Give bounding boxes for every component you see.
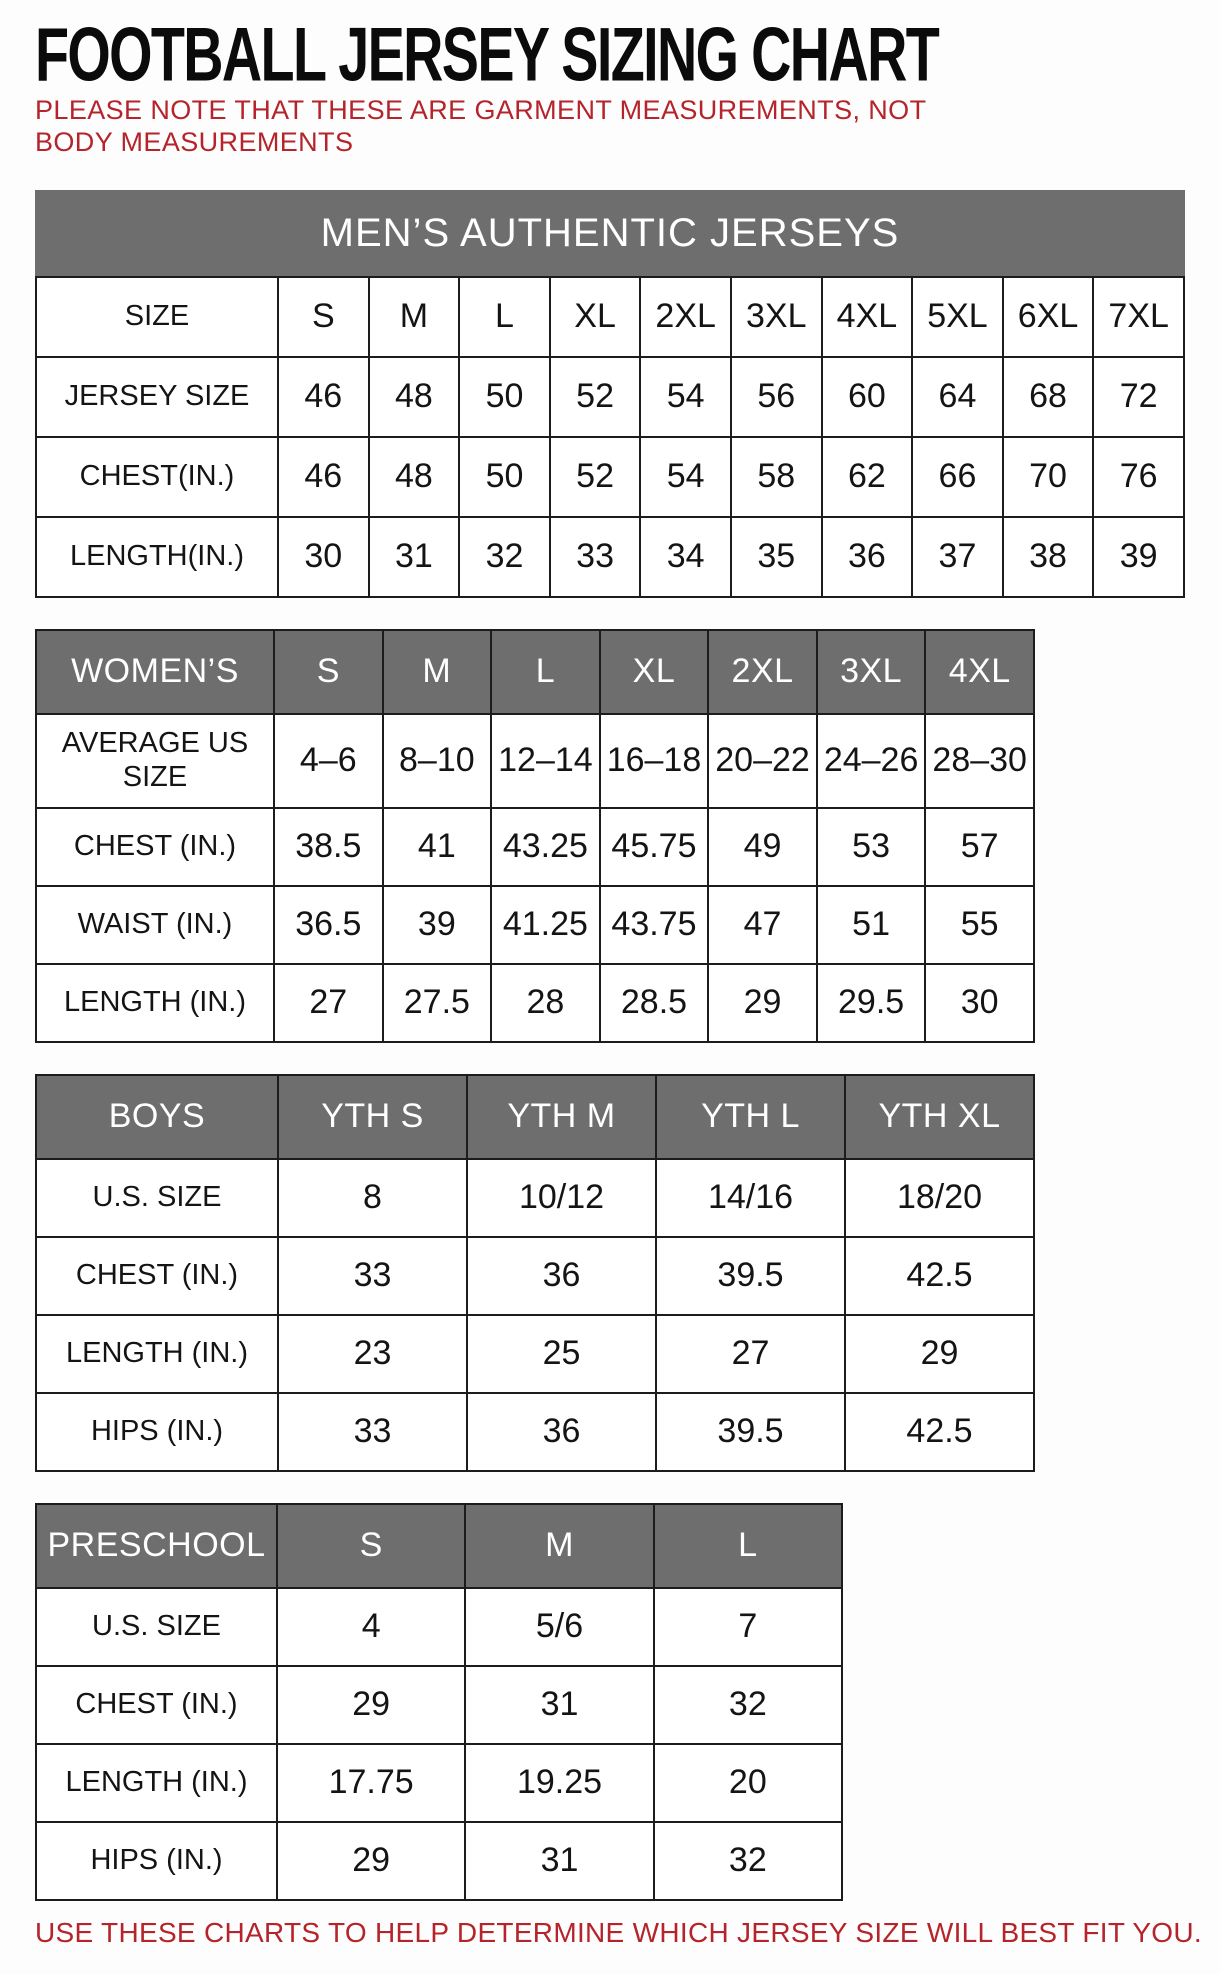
value-cell: 31 bbox=[465, 1666, 653, 1744]
value-cell: 29 bbox=[277, 1666, 465, 1744]
value-cell: 31 bbox=[369, 517, 460, 597]
table-row bbox=[36, 1822, 842, 1900]
value-cell: 50 bbox=[459, 437, 550, 517]
value-cell: 3XL bbox=[731, 277, 822, 357]
value-cell: 54 bbox=[640, 357, 731, 437]
value-cell: 28 bbox=[491, 964, 600, 1042]
value-cell: 39 bbox=[383, 886, 492, 964]
value-cell: 62 bbox=[822, 437, 913, 517]
row-label: CHEST(IN.) bbox=[36, 437, 278, 517]
value-cell: 46 bbox=[278, 357, 369, 437]
value-cell: 19.25 bbox=[465, 1744, 653, 1822]
footer-note: USE THESE CHARTS TO HELP DETERMINE WHICH JERSEY SIZE WILL BEST FIT YOU. bbox=[35, 1916, 1202, 1948]
column-header: M bbox=[465, 1504, 653, 1588]
table-row bbox=[36, 1237, 1034, 1315]
value-cell: 42.5 bbox=[845, 1393, 1034, 1471]
value-cell: 72 bbox=[1093, 357, 1184, 437]
column-header: YTH S bbox=[278, 1075, 467, 1159]
value-cell: 28–30 bbox=[925, 714, 1034, 808]
value-cell: 39.5 bbox=[656, 1393, 845, 1471]
table-row bbox=[36, 277, 1184, 357]
tables-container bbox=[35, 190, 1185, 1901]
value-cell: 25 bbox=[467, 1315, 656, 1393]
value-cell: 29 bbox=[845, 1315, 1034, 1393]
row-label: CHEST (IN.) bbox=[36, 1666, 277, 1744]
value-cell: 33 bbox=[278, 1393, 467, 1471]
row-label: SIZE bbox=[36, 277, 278, 357]
value-cell: 38.5 bbox=[274, 808, 383, 886]
row-label: U.S. SIZE bbox=[36, 1159, 278, 1237]
value-cell: 17.75 bbox=[277, 1744, 465, 1822]
value-cell: 8 bbox=[278, 1159, 467, 1237]
preschool-table bbox=[35, 1503, 843, 1901]
row-label: HIPS (IN.) bbox=[36, 1822, 277, 1900]
value-cell: 55 bbox=[925, 886, 1034, 964]
value-cell: 41 bbox=[383, 808, 492, 886]
value-cell: 68 bbox=[1003, 357, 1094, 437]
value-cell: 42.5 bbox=[845, 1237, 1034, 1315]
column-header: 2XL bbox=[708, 630, 817, 714]
value-cell: 49 bbox=[708, 808, 817, 886]
column-header: XL bbox=[600, 630, 709, 714]
value-cell: 28.5 bbox=[600, 964, 709, 1042]
table-row bbox=[36, 517, 1184, 597]
column-header: 4XL bbox=[925, 630, 1034, 714]
header-row bbox=[36, 1504, 842, 1588]
value-cell: 60 bbox=[822, 357, 913, 437]
table-row bbox=[36, 1159, 1034, 1237]
value-cell: 29 bbox=[277, 1822, 465, 1900]
header-row bbox=[36, 1075, 1034, 1159]
value-cell: 33 bbox=[278, 1237, 467, 1315]
row-label: LENGTH(IN.) bbox=[36, 517, 278, 597]
value-cell: 36 bbox=[822, 517, 913, 597]
table-row bbox=[36, 1744, 842, 1822]
boys-table bbox=[35, 1074, 1035, 1472]
value-cell: 2XL bbox=[640, 277, 731, 357]
table-row bbox=[36, 1666, 842, 1744]
value-cell: 4–6 bbox=[274, 714, 383, 808]
value-cell: 43.25 bbox=[491, 808, 600, 886]
column-header: YTH L bbox=[656, 1075, 845, 1159]
value-cell: S bbox=[278, 277, 369, 357]
value-cell: 32 bbox=[459, 517, 550, 597]
value-cell: 70 bbox=[1003, 437, 1094, 517]
value-cell: 39 bbox=[1093, 517, 1184, 597]
value-cell: 4XL bbox=[822, 277, 913, 357]
table-row bbox=[36, 964, 1034, 1042]
value-cell: 48 bbox=[369, 437, 460, 517]
value-cell: 76 bbox=[1093, 437, 1184, 517]
column-header: M bbox=[383, 630, 492, 714]
row-label: LENGTH (IN.) bbox=[36, 964, 274, 1042]
value-cell: 24–26 bbox=[817, 714, 926, 808]
column-header: YTH M bbox=[467, 1075, 656, 1159]
value-cell: 23 bbox=[278, 1315, 467, 1393]
value-cell: 4 bbox=[277, 1588, 465, 1666]
group-label: BOYS bbox=[36, 1075, 278, 1159]
table-row bbox=[36, 808, 1034, 886]
value-cell: 36.5 bbox=[274, 886, 383, 964]
column-header: L bbox=[654, 1504, 842, 1588]
row-label: LENGTH (IN.) bbox=[36, 1744, 277, 1822]
value-cell: 50 bbox=[459, 357, 550, 437]
value-cell: 54 bbox=[640, 437, 731, 517]
value-cell: 8–10 bbox=[383, 714, 492, 808]
table-row bbox=[36, 437, 1184, 517]
header-row bbox=[36, 630, 1034, 714]
row-label: CHEST (IN.) bbox=[36, 808, 274, 886]
value-cell: 5XL bbox=[912, 277, 1003, 357]
women-sizing-section bbox=[35, 629, 1185, 1043]
men-table bbox=[35, 276, 1185, 598]
value-cell: 5/6 bbox=[465, 1588, 653, 1666]
column-header: YTH XL bbox=[845, 1075, 1034, 1159]
value-cell: 52 bbox=[550, 357, 641, 437]
value-cell: 20–22 bbox=[708, 714, 817, 808]
table-row bbox=[36, 886, 1034, 964]
garment-measurement-note: PLEASE NOTE THAT THESE ARE GARMENT MEASUREMENTS, NOT BODY MEASUREMENTS bbox=[35, 95, 926, 158]
value-cell: 29.5 bbox=[817, 964, 926, 1042]
value-cell: 10/12 bbox=[467, 1159, 656, 1237]
value-cell: 33 bbox=[550, 517, 641, 597]
value-cell: 37 bbox=[912, 517, 1003, 597]
value-cell: 31 bbox=[465, 1822, 653, 1900]
boys-sizing-section bbox=[35, 1074, 1185, 1472]
row-label: CHEST (IN.) bbox=[36, 1237, 278, 1315]
value-cell: 32 bbox=[654, 1822, 842, 1900]
value-cell: 41.25 bbox=[491, 886, 600, 964]
value-cell: 66 bbox=[912, 437, 1003, 517]
value-cell: M bbox=[369, 277, 460, 357]
value-cell: 36 bbox=[467, 1237, 656, 1315]
column-header: L bbox=[491, 630, 600, 714]
row-label: HIPS (IN.) bbox=[36, 1393, 278, 1471]
value-cell: 30 bbox=[278, 517, 369, 597]
value-cell: 30 bbox=[925, 964, 1034, 1042]
preschool-sizing-section bbox=[35, 1503, 1185, 1901]
value-cell: 51 bbox=[817, 886, 926, 964]
value-cell: 27 bbox=[656, 1315, 845, 1393]
value-cell: 14/16 bbox=[656, 1159, 845, 1237]
women-table bbox=[35, 629, 1035, 1043]
value-cell: 12–14 bbox=[491, 714, 600, 808]
column-header: 3XL bbox=[817, 630, 926, 714]
group-label: PRESCHOOL bbox=[36, 1504, 277, 1588]
value-cell: 43.75 bbox=[600, 886, 709, 964]
row-label: WAIST (IN.) bbox=[36, 886, 274, 964]
value-cell: 20 bbox=[654, 1744, 842, 1822]
row-label: U.S. SIZE bbox=[36, 1588, 277, 1666]
value-cell: 57 bbox=[925, 808, 1034, 886]
group-label: WOMEN’S bbox=[36, 630, 274, 714]
value-cell: 27.5 bbox=[383, 964, 492, 1042]
value-cell: 35 bbox=[731, 517, 822, 597]
table-row bbox=[36, 714, 1034, 808]
value-cell: 39.5 bbox=[656, 1237, 845, 1315]
value-cell: 48 bbox=[369, 357, 460, 437]
column-header: S bbox=[274, 630, 383, 714]
value-cell: 32 bbox=[654, 1666, 842, 1744]
value-cell: 58 bbox=[731, 437, 822, 517]
value-cell: L bbox=[459, 277, 550, 357]
value-cell: 16–18 bbox=[600, 714, 709, 808]
value-cell: 34 bbox=[640, 517, 731, 597]
value-cell: 7XL bbox=[1093, 277, 1184, 357]
value-cell: 53 bbox=[817, 808, 926, 886]
value-cell: 56 bbox=[731, 357, 822, 437]
value-cell: 7 bbox=[654, 1588, 842, 1666]
value-cell: 29 bbox=[708, 964, 817, 1042]
table-row bbox=[36, 1588, 842, 1666]
value-cell: 46 bbox=[278, 437, 369, 517]
value-cell: 27 bbox=[274, 964, 383, 1042]
value-cell: 64 bbox=[912, 357, 1003, 437]
page-title: FOOTBALL JERSEY SIZING CHART bbox=[35, 12, 939, 98]
column-header: S bbox=[277, 1504, 465, 1588]
value-cell: 6XL bbox=[1003, 277, 1094, 357]
row-label: JERSEY SIZE bbox=[36, 357, 278, 437]
men-sizing-section bbox=[35, 190, 1185, 598]
row-label: AVERAGE US SIZE bbox=[36, 714, 274, 808]
value-cell: 52 bbox=[550, 437, 641, 517]
table-row bbox=[36, 1315, 1034, 1393]
row-label: LENGTH (IN.) bbox=[36, 1315, 278, 1393]
table-row bbox=[36, 1393, 1034, 1471]
value-cell: 18/20 bbox=[845, 1159, 1034, 1237]
value-cell: 45.75 bbox=[600, 808, 709, 886]
value-cell: 38 bbox=[1003, 517, 1094, 597]
value-cell: XL bbox=[550, 277, 641, 357]
table-row bbox=[36, 357, 1184, 437]
men-table-banner: MEN’S AUTHENTIC JERSEYS bbox=[35, 190, 1185, 276]
value-cell: 36 bbox=[467, 1393, 656, 1471]
value-cell: 47 bbox=[708, 886, 817, 964]
